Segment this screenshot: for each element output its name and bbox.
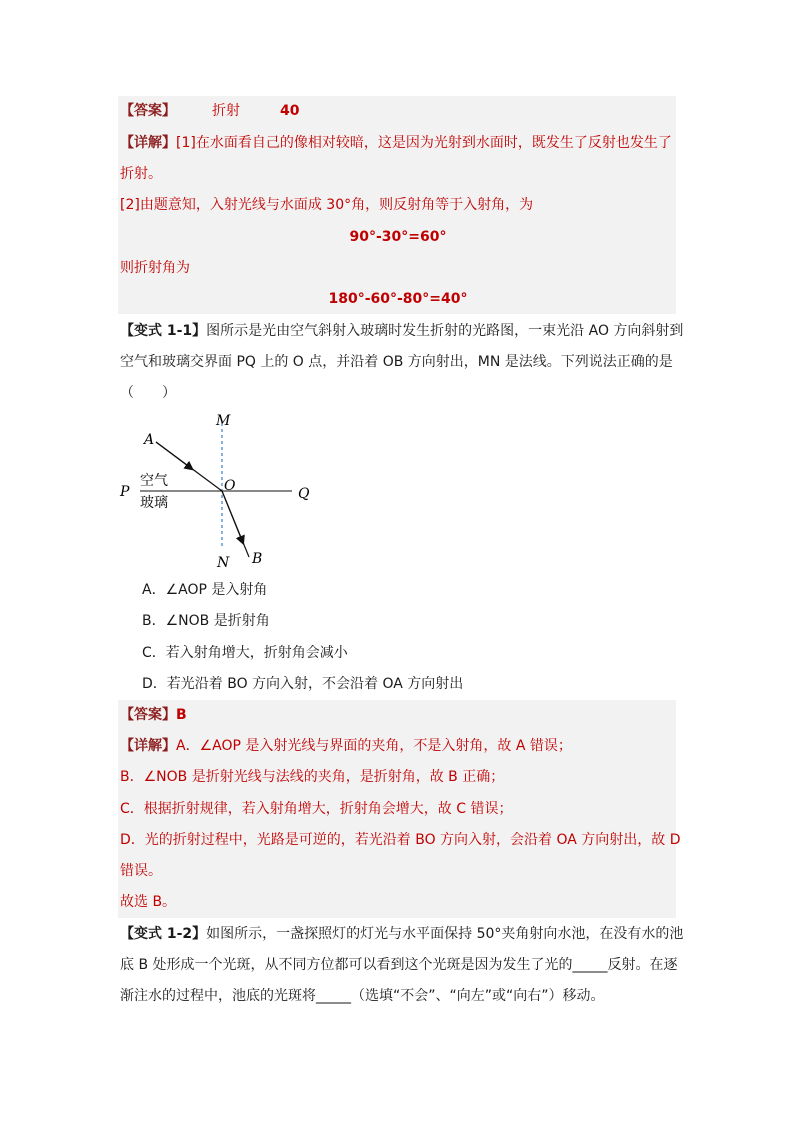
detail2-text: A．∠AOP 是入射光线与界面的夹角，不是入射角，故 A 错误；: [176, 738, 572, 754]
label-Q: Q: [298, 486, 310, 502]
answer-value-1: 折射: [212, 103, 240, 119]
detail2-line-3: C．根据折射规律，若入射角增大，折射角会增大，故 C 错误；: [120, 801, 513, 817]
detail2-tag: 【详解】: [120, 738, 176, 754]
question3-text: 如图所示，一盏探照灯的灯光与水平面保持 50°夹角射向水池，在没有水的池: [206, 926, 684, 942]
detail2-line-4: D．光的折射过程中，光路是可逆的，若光沿着 BO 方向入射，会沿着 OA 方向射出，故 D: [120, 832, 681, 848]
label-O: O: [224, 478, 236, 494]
label-A: A: [144, 432, 155, 448]
label-B: B: [252, 551, 263, 567]
question-line-3: （ ）: [120, 385, 176, 401]
label-air: 空气: [140, 473, 168, 489]
label-glass: 玻璃: [140, 495, 168, 511]
question-tag: 【变式 1-1】: [120, 323, 207, 339]
label-P: P: [120, 484, 130, 500]
question3-line-3: 渐注水的过程中，池底的光斑将_____（选填“不会”、“向左”或“向右”）移动。: [120, 988, 605, 1004]
answer2-value: B: [176, 707, 187, 723]
question-text: 图所示是光由空气斜射入玻璃时发生折射的光路图，一束光沿 AO 方向斜射到: [206, 323, 684, 339]
option-d: D．若光沿着 BO 方向入射，不会沿着 OA 方向射出: [142, 676, 464, 692]
answer-tag: 【答案】: [120, 103, 176, 119]
incident-ray-arrow: [156, 442, 192, 469]
question-line-2: 空气和玻璃交界面 PQ 上的 O 点，并沿着 OB 方向射出，MN 是法线。下列说法正确的是: [120, 354, 673, 370]
equation-2: 180°-60°-80°=40°: [328, 291, 468, 307]
answer2-tag: 【答案】: [120, 707, 176, 723]
answer-line-1: [120, 101, 299, 121]
question3-line-2: 底 B 处形成一个光斑，从不同方位都可以看到这个光斑是因为发生了光的_____反射。在逐: [120, 957, 678, 973]
answer-value-2: 40: [280, 103, 300, 119]
detail2-line-1: [120, 736, 572, 756]
detail-line-4: 则折射角为: [120, 260, 190, 276]
label-M: M: [216, 413, 231, 429]
detail-line-3: [2]由题意知，入射光线与水面成 30°角，则反射角等于入射角，为: [120, 197, 534, 213]
detail2-line-5: 错误。: [120, 863, 162, 879]
detail-text: [1]在水面看自己的像相对较暗，这是因为光射到水面时，既发生了反射也发生了: [176, 135, 672, 151]
detail-tag: 【详解】: [120, 135, 176, 151]
equation-1: 90°-30°=60°: [349, 229, 447, 245]
option-b: B．∠NOB 是折射角: [142, 613, 270, 629]
question-line-1: [120, 321, 683, 341]
option-a: A．∠AOP 是入射角: [142, 582, 268, 598]
refracted-ray-arrow: [222, 491, 243, 543]
detail-line-2: 折射。: [120, 166, 162, 182]
refraction-diagram: [110, 405, 330, 575]
detail-line-1: [120, 133, 672, 153]
detail2-line-2: B．∠NOB 是折射光线与法线的夹角，是折射角，故 B 正确；: [120, 769, 505, 785]
label-N: N: [217, 555, 230, 571]
question3-tag: 【变式 1-2】: [120, 926, 207, 942]
question3-line-1: [120, 924, 683, 944]
answer2-line: [120, 705, 187, 725]
option-c: C．若入射角增大，折射角会减小: [142, 645, 348, 661]
detail2-line-6: 故选 B。: [120, 894, 177, 910]
